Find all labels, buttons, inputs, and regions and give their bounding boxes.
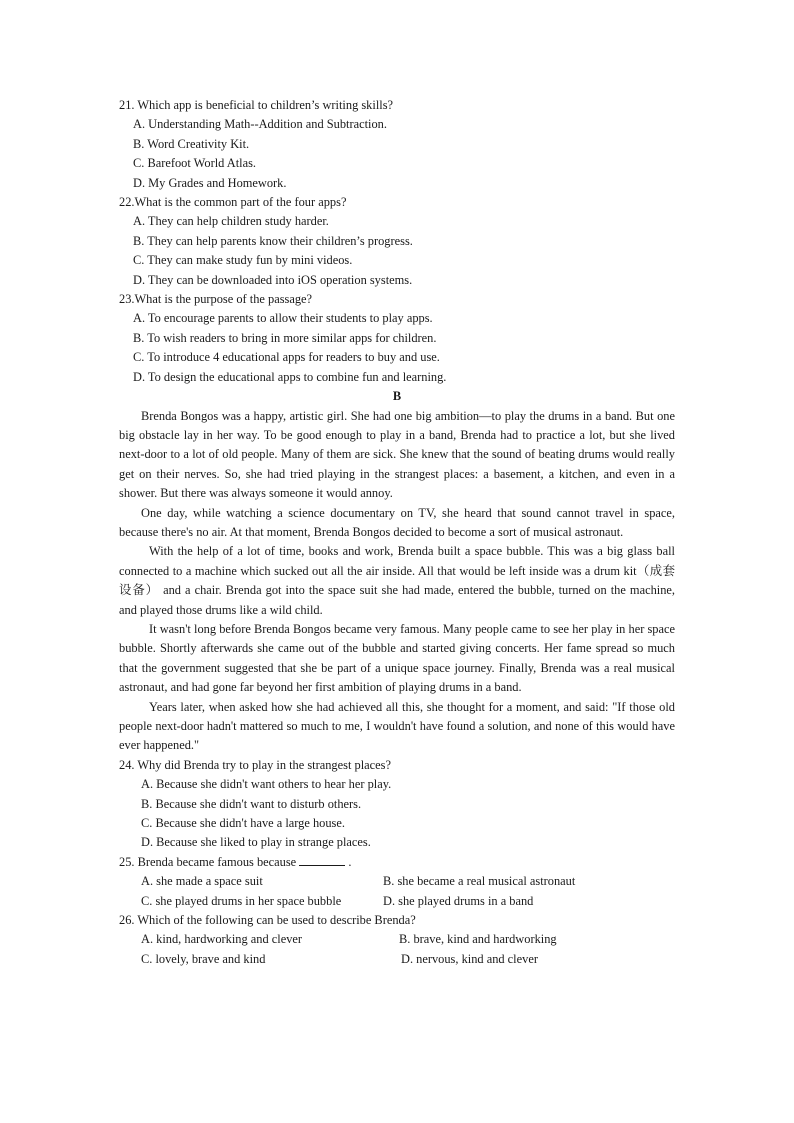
option-c: C. Barefoot World Atlas. [133,156,257,171]
question-23 [119,290,675,387]
option-a: A. Understanding Math--Addition and Subtraction. [133,117,387,132]
question-24 [119,756,675,853]
section-heading: B [392,389,402,404]
option-d: D. she played drums in a band [383,893,534,908]
question-25 [119,853,675,911]
passage-paragraph: With the help of a lot of time, books and work, Brenda built a space bubble. This was a big glass ball connected to a machine which sucked out all the air inside. All that would be left inside was a drum kit（成套设备） and a chair. Brenda got into the space suit she had made, entered the bubble, turned on the machine, and played those drums like a wild child. [119,544,675,617]
option-d: D. Because she liked to play in strange places. [141,835,371,850]
question-21 [119,96,675,193]
passage [119,407,675,756]
option-a: A. she made a space suit [141,874,263,889]
option-c: C. lovely, brave and kind [141,951,266,966]
option-b: B. Word Creativity Kit. [133,136,250,151]
option-d: D. They can be downloaded into iOS operation systems. [133,272,413,287]
option-row [119,872,675,891]
option-a: A. kind, hardworking and clever [141,932,303,947]
stem-text: 25. Brenda became famous because [119,854,297,869]
passage-paragraph: It wasn't long before Brenda Bongos became very famous. Many people came to see her play in her space bubble. Shortly afterwards she came out of the bubble and started giving concerts. Her fame spread so much that the government suggested that she be part of a unique space journey. Finally, Brenda was a real musical astronaut, and had gone far beyond her first ambition of playing drums in a band. [119,621,675,695]
exam-page [119,96,675,969]
option-b: B. To wish readers to bring in more similar apps for children. [133,330,437,345]
question-22 [119,193,675,290]
option-row [119,950,675,969]
option-d: D. To design the educational apps to combine fun and learning. [133,369,447,384]
passage-paragraph: Brenda Bongos was a happy, artistic girl. She had one big ambition—to play the drums in a band. But one big obstacle lay in her way. To be good enough to play in a band, Brenda had to practice a lot, but she lived next-door to a lot of old people. Many of them are sick. She knew that the sound of beating drums would really get on their nerves. So, she had tried playing in the strangest places: a basement, a kitchen, and even in a shower. But there was always someone it would annoy. [119,408,675,501]
question-26 [119,911,675,969]
question-stem: 21. Which app is beneficial to children’s writing skills? [119,98,394,112]
question-stem [119,853,675,872]
option-row [119,930,675,949]
option-a: A. To encourage parents to allow their students to play apps. [133,311,433,326]
option-a: A. Because she didn't want others to hear her play. [141,777,392,792]
option-c: C. To introduce 4 educational apps for readers to buy and use. [133,350,440,365]
option-d: D. My Grades and Homework. [133,175,287,190]
question-stem: 22.What is the common part of the four apps? [119,195,347,210]
question-stem: 23.What is the purpose of the passage? [119,292,313,307]
option-b: B. she became a real musical astronaut [383,874,576,889]
option-b: B. brave, kind and hardworking [399,932,557,947]
passage-paragraph: Years later, when asked how she had achieved all this, she thought for a moment, and said: "If those old people next-door hadn't mattered so much to me, I wouldn't have found a solution, and none of this would have ever happened." [119,699,675,753]
option-c: C. They can make study fun by mini videos. [133,253,353,268]
option-c: C. she played drums in her space bubble [141,893,342,908]
passage-paragraph: One day, while watching a science documentary on TV, she heard that sound cannot travel in space, because there's no air. At that moment, Brenda Bongos decided to become a sort of musical astronaut. [119,505,675,539]
question-stem: 24. Why did Brenda try to play in the strangest places? [119,757,391,772]
option-b: B. Because she didn't want to disturb others. [141,796,362,811]
option-b: B. They can help parents know their children’s progress. [133,233,413,248]
option-d: D. nervous, kind and clever [401,951,538,966]
option-a: A. They can help children study harder. [133,214,329,229]
option-row [119,892,675,911]
option-c: C. Because she didn't have a large house. [141,816,345,831]
question-stem: 26. Which of the following can be used to describe Brenda? [119,913,416,928]
stem-end: . [345,854,352,869]
answer-blank [299,853,345,866]
